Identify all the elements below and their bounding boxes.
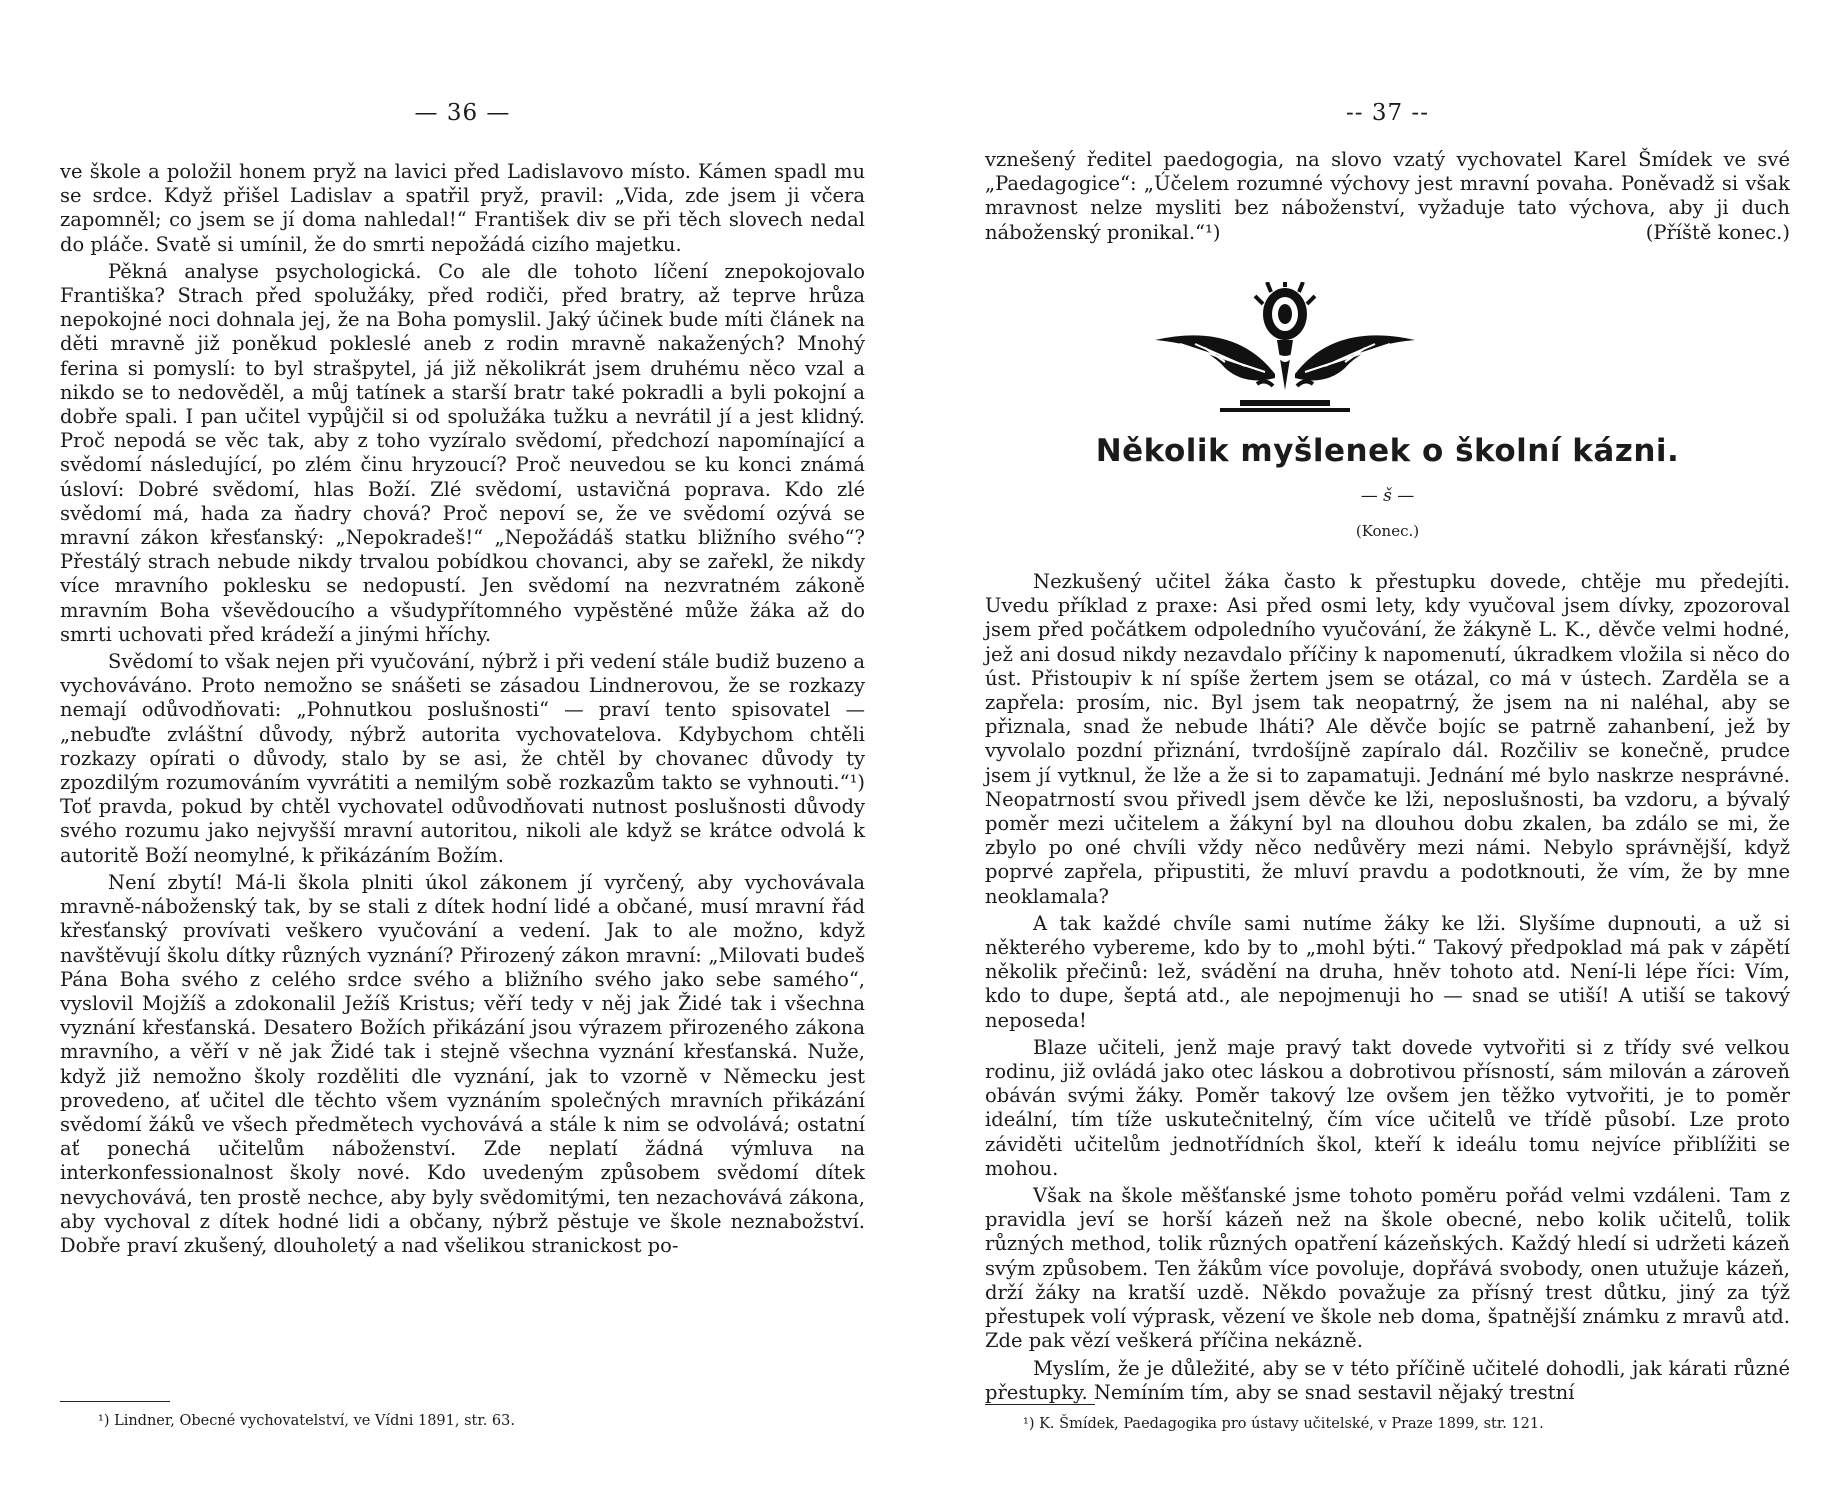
footnote-divider [985, 1404, 1095, 1405]
paragraph: Není zbytí! Má-li škola plniti úkol zákonem jí vyrčený, aby vychovávala mravně-náboženský tak, by se stali z dítek hodní lidé a občané, musí mravní řád křesťanský provívati veškero vyučování a vedení. Jak to ale možno, když navštěvují školu dítky různých vyznání? Přirozený zákon mravní: „Milovati budeš Pána Boha svého z celého srdce svého a bližního svého jako sebe samého“, vyslovil Mojžíš a zdokonalil Ježíš Kristus; věří tedy v něj jak Židé tak i všechna vyznání křesťanská. Desatero Božích přikázání jsou výrazem přirozeného zákona mravního, a věří v ně jak Židé tak i stejně všechna vyznání křesťanská. Nuže, když již nemožno školy rozděliti dle vyznání, jak to vzorně v Německu jest provedeno, ať učitel dle těchto všem vyznáním společných mravních přikázání svědomí žáků ve všech předmětech vychovává a stále k nim se odvolává; ostatní ať ponechá učitelům náboženství. Zde neplatí žádná výmluva na interkonfessionalnost školy nové. Kdo uvedeným způsobem svědomí dítek nevychovává, ten prostě nechce, aby byly svědomitými, ten nezachovává zákona, aby vychoval z dítek hodné lidi a občany, nýbrž pěstuje ve škole neznabožství. Dobře praví zkušený, dlouholetý a nad všelikou stranickost po- [60, 870, 865, 1257]
paragraph: Však na škole měšťanské jsme tohoto poměru pořád velmi vzdáleni. Tam z pravidla jeví se horší kázeň než na škole obecné, nebo kolik učitelů, tolik různých method, tolik různých opatření kázeňských. Každý hledí si udržeti kázeň svým způsobem. Ten žákům více povoluje, dopřává svobody, onen utužuje kázeň, drží žáky na kratší uzdě. Někdo považuje za přísný trest důtku, jiný za týž přestupek volí výprask, vězení ve škole neb doma, špatnější známku z mravů atd. Zde pak vězí veškerá příčina nekázně. [985, 1184, 1790, 1353]
continuation-note: (Příště konec.) [1645, 220, 1790, 244]
paragraph: Myslím, že je důležité, aby se v této příčině učitelé dohodli, jak kárati různé přestupky. Nemíním tím, aby se snad sestavil nějaký trestní [985, 1356, 1790, 1404]
right-page [985, 0, 1790, 1500]
page-number: -- 37 -- [1346, 100, 1429, 126]
paragraph: Svědomí to však nejen při vyučování, nýbrž i při vedení stále budiž buzeno a vychováváno. Proto nemožno se snášeti se zásadou Lindnerovou, že se rozkazy nemají odůvodňovati: „Pohnutkou poslušnosti“ — praví tento spisovatel — „nebuďte zvláštní důvody, nýbrž autorita vychovatelova. Kdybychom chtěli rozkazy opírati o důvody, stalo by se asi, že chtěl by chovanec důvody ty zpozdilým rozumováním vyvrátiti a nemilým sobě rozkazům takto se vyhnouti.“¹) Toť pravda, pokud by chtěl vychovatel odůvodňovati nutnost poslušnosti důvody svého rozumu jako nejvyšší mravní autoritou, nikoli ale když se krátce odvolá k autoritě Boží neomylné, k přikázáním Božím. [60, 650, 865, 867]
article-author: — š — [1360, 486, 1415, 506]
footnote: ¹) Lindner, Obecné vychovatelství, ve Vídni 1891, str. 63. [98, 1413, 515, 1429]
paragraph: Pěkná analyse psychologická. Co ale dle tohoto líčení znepokojovalo Františka? Strach před spolužáky, před rodiči, před bratry, až teprve hrůza nepokojné noci dohnala jej, že na Boha pomyslil. Jaký účinek bude míti článek na děti mravně již poněkud pokleslé aneb z rodin mravně nakažených? Mnohý ferina si pomyslí: to byl strašpytel, já již několikrát jsem druhému něco vzal a nikdo se to nedověděl, a můj tatínek a starší bratr také pokradli a byli pokojní a dobře spali. I pan učitel vypůjčil si od spolužáka tužku a nevrátil jí a jest klidný. Proč nepodá se věc tak, aby z toho vyzíralo svědomí, předchozí napomínající a svědomí následující, po zlém činu hryzoucí? Proč neuvedou se ku konci známá úsloví: Dobré svědomí, hlas Boží. Zlé svědomí, ustavičná poprava. Kdo zlé svědomí má, hada za ňadry chová? Proč nepoví se, že ve svědomí ozývá se mravní zákon křesťanský: „Nepokradeš!“ „Nepožádáš statku bližního svého“? Přestálý strach nebude nikdy trvalou pobídkou chovanci, aby se zařekl, že nikdy více mravního poklesku se nedopustí. Jen svědomí na nezvratném zákoně mravním Boha vševědoucího a všudypřítomného vypěstěné může žáka až do smrti uchovati před krádeží a jinými hříchy. [60, 259, 865, 646]
paragraph [985, 148, 1790, 245]
paragraph: Blaze učiteli, jenž maje pravý takt dovede vytvořiti si z třídy své velkou rodinu, již ovládá jako otec láskou a dobrotivou přísností, sám milován a zároveň obáván svými žáky. Poměr takový lze ovšem jen těžko vytvořiti, je to poměr ideální, tím tíže uskutečnitelný, čím více učitelů ve třídě působí. Lze proto záviděti učitelům jednotřídních škol, kteří k ideálu tomu nejvíce přiblížiti se mohou. [985, 1035, 1790, 1180]
footnote-divider [60, 1401, 170, 1402]
paragraph: A tak každé chvíle sami nutíme žáky ke lži. Slyšíme dupnouti, a už si některého vybereme, kdo by to „mohl býti.“ Takový předpoklad má pak v zápětí několik přečinů: lež, svádění na druha, hněv tohoto atd. Není-li lépe říci: Vím, kdo to dupe, šeptá atd., ale nepojmenuji ho — snad se utiší! A utiší se takový neposeda! [985, 911, 1790, 1032]
paragraph-text: vznešený ředitel paedogogia, na slovo vzatý vychovatel Karel Šmídek ve své „Paedagogice“: „Účelem rozumné výchovy jest mravní povaha. Poněvadž si však mravnost nelze mysliti bez náboženství, vyžaduje tato výchova, aby ji duch náboženský pronikal.“¹) [985, 148, 1790, 244]
footnote: ¹) K. Šmídek, Paedagogika pro ústavy učitelské, v Praze 1899, str. 121. [1023, 1416, 1544, 1432]
floral-vignette-icon [1125, 282, 1445, 432]
body-text [985, 570, 1790, 1408]
article-title: Několik myšlenek o školní kázni. [1095, 433, 1680, 469]
left-page [60, 0, 865, 1500]
body-text-top [985, 148, 1790, 248]
body-text [60, 160, 865, 1261]
paragraph: Nezkušený učitel žáka často k přestupku dovede, chtěje mu předejíti. Uvedu příklad z praxe: Asi před osmi lety, kdy vyučoval jsem dívky, zpozoroval jsem před počátkem odpoledního vyučování, že žákyně L. K., děvče velmi hodné, jež ani dosud nikdy nezavdalo příčiny k napomenutí, úkradkem vložila si něco do úst. Přistoupiv k ní spíše žertem jsem se otázal, co má v ústech. Zarděla se a zapřela: prosím, nic. Byl jsem tak neopatrný, že jsem na ni naléhal, aby se přiznala, snad že nebude lháti? Ale děvče bojíc se patrně zahanbení, jež by vyvolalo pozdní přiznání, tvrdošíjně zapíralo dál. Rozčiliv se konečně, prudce jsem jí vytknul, že lže a že si to zapamatuji. Jednání mé bylo naskrze nesprávné. Neopatrností svou přivedl jsem děvče ke lži, neposlušnosti, ba vzdoru, a bývalý poměr mezi učitelem a žákyní byl na dlouhou dobu zkalen, ba zdálo se mi, že zbylo po oné chvíli vždy něco nedůvěry mezi námi. Nebylo správnější, když poprvé zapřela, připustiti, že mluví pravdu a podotknouti, že vím, že by mne neoklamala? [985, 570, 1790, 908]
conclusion-note: (Konec.) [1355, 522, 1420, 540]
page-number: — 36 — [414, 100, 511, 126]
paragraph: ve škole a položil honem pryž na lavici před Ladislavovo místo. Kámen spadl mu se srdce. Když přišel Ladislav a spatřil pryž, pravil: „Vida, zde jsem ji včera zapomněl; co jsem se jí doma nahledal!“ František div se při těch slovech nedal do pláče. Svatě si umínil, že do smrti nepožádá cizího majetku. [60, 160, 865, 256]
